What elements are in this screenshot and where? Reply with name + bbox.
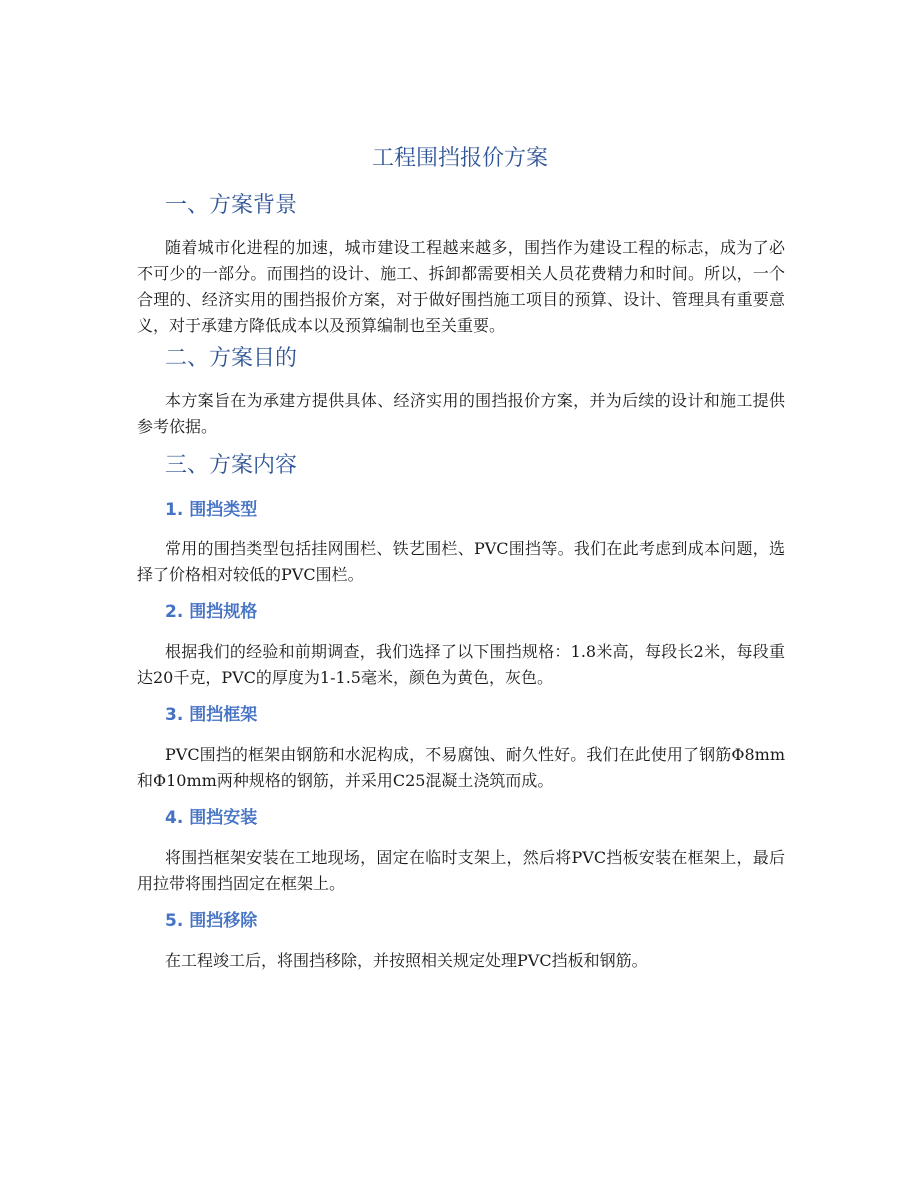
subsection-heading-type: 1. 围挡类型 [165, 500, 258, 520]
section-body-purpose: 本方案旨在为承建方提供具体、经济实用的围挡报价方案，并为后续的设计和施工提供参考依据。 [137, 391, 785, 436]
section-body-background: 随着城市化进程的加速，城市建设工程越来越多，围挡作为建设工程的标志，成为了必不可少的一部分。而围挡的设计、施工、拆卸都需要相关人员花费精力和时间。所以，一个合理的、经济实用的围挡报价方案，对于做好围挡施工项目的预算、设计、管理具有重要意义，对于承建方降低成本以及预算编制也至关重要。 [137, 238, 785, 335]
subsection-heading-spec: 2. 围挡规格 [165, 602, 258, 622]
document-title: 工程围挡报价方案 [371, 146, 548, 171]
subsection-body-removal: 在工程竣工后，将围挡移除，并按照相关规定处理PVC挡板和钢筋。 [165, 951, 648, 970]
subsection-heading-removal: 5. 围挡移除 [165, 911, 258, 931]
section-heading-content: 三、方案内容 [165, 453, 298, 478]
subsection-heading-install: 4. 围挡安装 [165, 808, 258, 828]
subsection-body-type: 常用的围挡类型包括挂网围栏、铁艺围栏、PVC围挡等。我们在此考虑到成本问题，选择了价格相对较低的PVC围栏。 [137, 539, 785, 584]
subsection-heading-frame: 3. 围挡框架 [165, 705, 258, 725]
subsection-body-frame: PVC围挡的框架由钢筋和水泥构成，不易腐蚀、耐久性好。我们在此使用了钢筋Φ8mm和Φ10mm两种规格的钢筋，并采用C25混凝土浇筑而成。 [137, 745, 785, 790]
section-heading-purpose: 二、方案目的 [165, 346, 298, 371]
section-heading-background: 一、方案背景 [165, 193, 298, 218]
subsection-body-install: 将围挡框架安装在工地现场，固定在临时支架上，然后将PVC挡板安装在框架上，最后用拉带将围挡固定在框架上。 [137, 848, 785, 893]
subsection-body-spec: 根据我们的经验和前期调查，我们选择了以下围挡规格：1.8米高，每段长2米，每段重达20千克，PVC的厚度为1-1.5毫米，颜色为黄色，灰色。 [137, 642, 785, 687]
